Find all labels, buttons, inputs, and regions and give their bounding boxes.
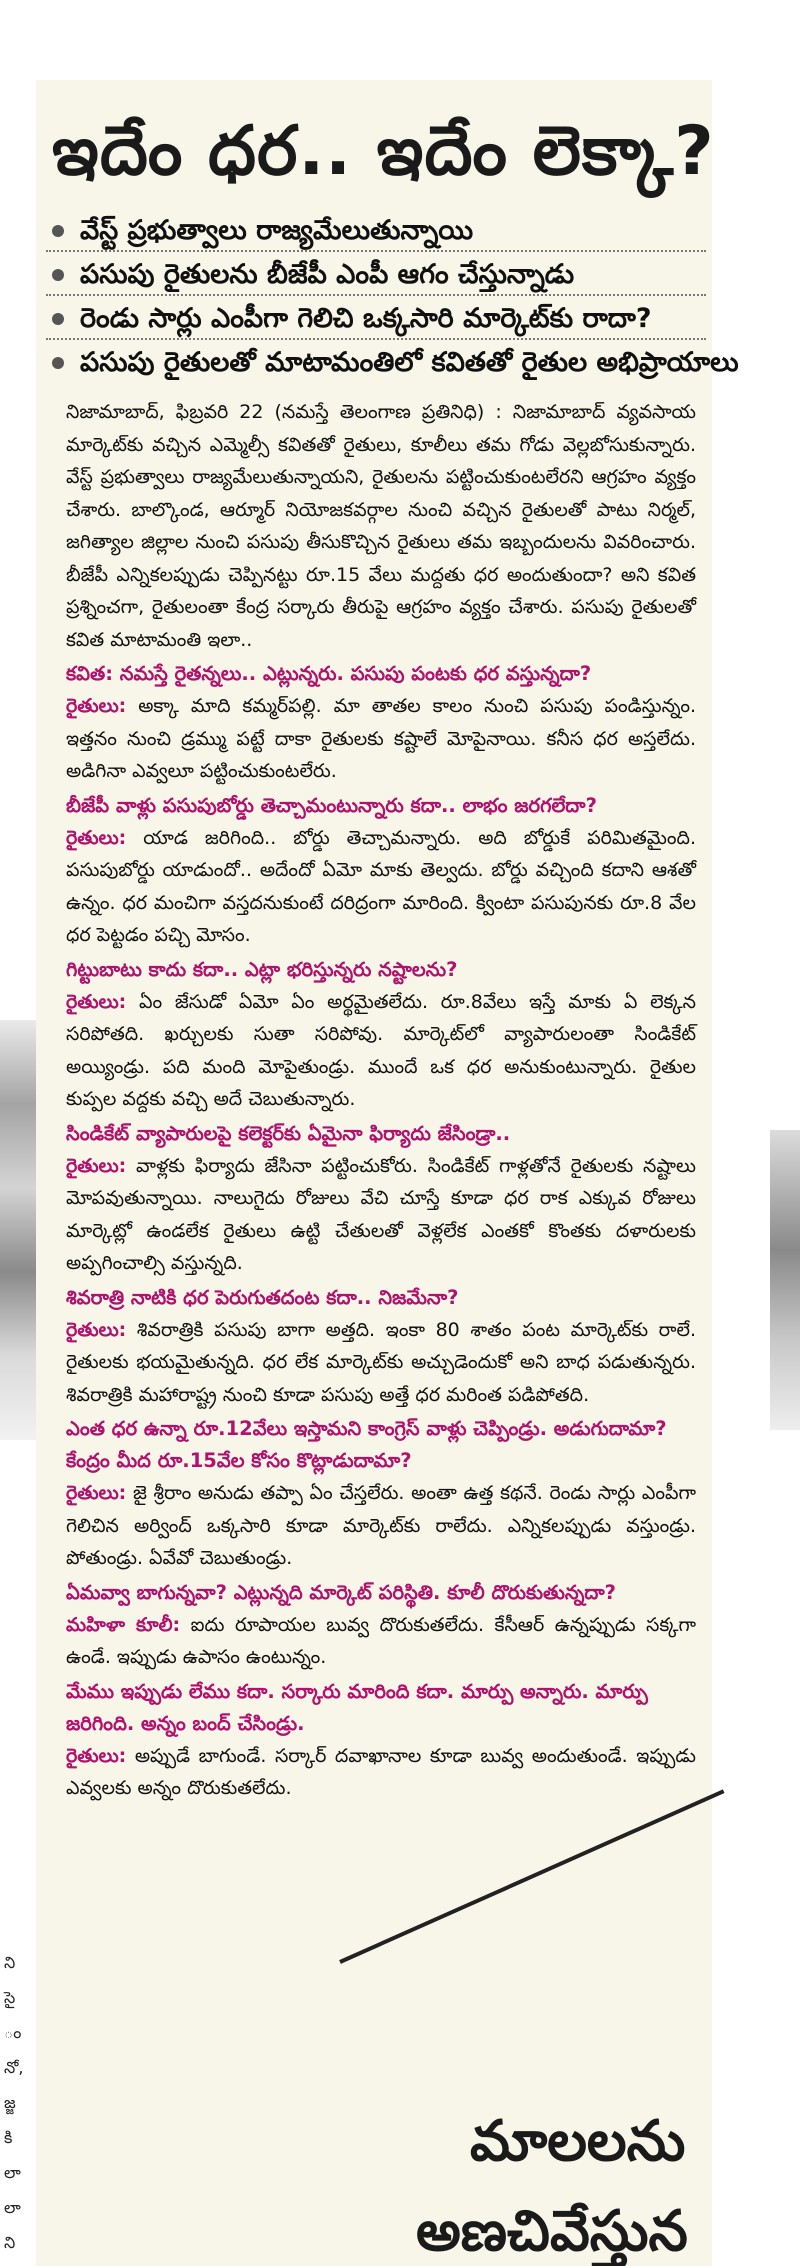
answer-text: యాడ జరిగింది.. బోర్డు తెచ్చామన్నారు. అది బోర్డుకే పరిమితమైంది. పసుపుబోర్డు యాడుందో.. అదేందో ఏమో మాకు తెల్వదు. బోర్డు వచ్చింది కదాని ఆశతో ఉన్నం. ధర మంచిగా వస్తదనుకుంటే దరిద్రంగా మారింది. క్వింటా పసుపునకు రూ.8 వేల ధర పెట్టడం పచ్చి మోసం. [66, 826, 696, 946]
speaker-label: మహిళా కూలీ: [66, 1613, 181, 1636]
question: మేము ఇప్పుడు లేము కదా. సర్కారు మారింది కదా. మార్పు అన్నారు. మార్పు జరిగింది. అన్నం బంద్ చేసిండ్రు. [66, 1679, 648, 1735]
answer [66, 1609, 696, 1674]
speaker-label: రైతులు: [66, 990, 127, 1013]
question: ఎంత ధర ఉన్నా రూ.12వేలు ఇస్తామని కాంగ్రెస్ వాళ్లు చెప్పిండ్రు. అడుగుదామా? కేంద్రం మీద రూ.15వేల కోసం కొట్లాడుదామా? [66, 1417, 667, 1472]
bullet-item: వేస్ట్ ప్రభుత్వాలు రాజ్యమేలుతున్నాయి [46, 212, 706, 252]
answer-text: అప్పుడే బాగుండే. సర్కార్ దవాఖానాల కూడా బువ్వ అందుతుండే. ఇప్పుడు ఎవ్వలకు అన్నం దొరుకుతలేదు. [66, 1744, 696, 1799]
bullet-icon [52, 225, 64, 237]
answer [66, 822, 696, 952]
margin-char: ని [4, 1953, 16, 1972]
right-photo-fragment [770, 1130, 800, 1430]
margin-char: సై [4, 1988, 16, 2007]
speaker-label: రైతులు: [66, 1482, 127, 1504]
margin-char: నో, [4, 2058, 24, 2077]
answer [66, 986, 696, 1116]
question: బీజేపీ వాళ్లు పసుపుబోర్డు తెచ్చామంటున్నారు కదా.. లాభం జరగలేదా? [66, 793, 597, 817]
answer-text: అక్కా మాది కమ్మర్‌పల్లి. మా తాతల కాలం నుంచి పసుపు పండిస్తున్నం. ఇత్తనం నుంచి డ్రమ్ము పట్టే దాకా రైతులకు కష్టాలే మోపైనాయి. కనీస ధర అస్తలేదు. అడిగినా ఎవ్వలూ పట్టించుకుంటలేరు. [66, 695, 696, 782]
subheadline-bullets [46, 212, 739, 386]
question: ఏమవ్వా బాగున్నవా? ఎట్లున్నది మార్కెట్ పరిస్థితి. కూలీ దొరుకుతున్నదా? [66, 1580, 616, 1604]
answer-text: ఐదు రూపాయల బువ్వ దొరుకుతలేదు. కేసీఆర్ ఉన్నప్పుడు సక్కగా ఉండే. ఇప్పుడు ఉపాసం ఉంటున్నం. [66, 1613, 696, 1668]
answer [66, 690, 696, 788]
answer-text: శివరాత్రికి పసుపు బాగా అత్తది. ఇంకా 80 శాతం పంట మార్కెట్‌కు రాలే. రైతులకు భయమైతున్నది. ధర లేక మార్కెట్‌కు అచ్చుడెందుకో అని బాధ పడుతున్నరు. శివరాత్రికి మహారాష్ట్ర నుంచి కూడా పసుపు అత్తే ధర మరింత పడిపోతది. [66, 1318, 696, 1406]
margin-char: ని [4, 2233, 16, 2252]
speaker-label: రైతులు: [66, 1154, 127, 1177]
margin-char: లా [4, 2198, 21, 2217]
headline: ఇదేం ధర.. ఇదేం లెక్కా? [52, 112, 715, 191]
speaker-label: రైతులు: [66, 1744, 127, 1767]
bullet-item: రెండు సార్లు ఎంపీగా గెలిచి ఒక్కసారి మార్కెట్‌కు రాదా? [46, 300, 706, 340]
answer [66, 1477, 696, 1575]
answer-text: ఏం జేసుడో ఏమో ఏం అర్థమైతలేదు. రూ.8వేలు ఇస్తే మాకు ఏ లెక్కన సరిపోతది. ఖర్చులకు సుతా సరిపోవు. మార్కెట్‌లో వ్యాపారులంతా సిండికేట్ అయ్యిండ్రు. పది మంది మోపైతుండ్రు. ముందే ఒక ధర అనుకుంటున్నారు. రైతుల కుప్పల వద్దకు వచ్చి అదే చెబుతున్నారు. [66, 990, 696, 1110]
left-margin [0, 0, 36, 2266]
adjacent-photo-fragment [0, 1020, 36, 1440]
answer [66, 1314, 696, 1412]
margin-char: ం [4, 2023, 22, 2042]
adjacent-column-text [4, 1945, 30, 2260]
speaker-label: రైతులు: [66, 695, 127, 717]
article-body [66, 396, 696, 1805]
margin-char: కి [4, 2128, 13, 2147]
intro-paragraph: నిజామాబాద్, ఫిబ్రవరి 22 (నమస్తే తెలంగాణ ప్రతినిధి) : నిజామాబాద్ వ్యవసాయ మార్కెట్‌కు వచ్చిన ఎమ్మెల్సీ కవితతో రైతులు, కూలీలు తమ గోడు వెల్లబోసుకున్నారు. వేస్ట్ ప్రభుత్వాలు రాజ్యమేలుతున్నాయని, రైతులను పట్టించుకుంటలేరని ఆగ్రహం వ్యక్తం చేశారు. బాల్కొండ, ఆర్మూర్ నియోజకవర్గాల నుంచి వచ్చిన రైతులతో పాటు నిర్మల్, జగిత్యాల జిల్లాల నుంచి పసుపు తీసుకొచ్చిన రైతులు తమ ఇబ్బందులను వివరించారు. బీజేపీ ఎన్నికలప్పుడు చెప్పినట్టు రూ.15 వేలు మద్దతు ధర అందుతుందా? అని కవిత ప్రశ్నించగా, రైతులంతా కేంద్ర సర్కారు తీరుపై ఆగ్రహం వ్యక్తం చేశారు. పసుపు రైతులతో కవిత మాటామంతి ఇలా.. [66, 401, 696, 651]
question: కవిత: నమస్తే రైతన్నలు.. ఎట్లున్నరు. పసుపు పంటకు ధర వస్తున్నదా? [66, 662, 592, 685]
answer-text: వాళ్లకు ఫిర్యాదు జేసినా పట్టించుకోరు. సిండికేట్ గాళ్లతోనే రైతులకు నష్టాలు మోపవుతున్నాయి. నాలుగైదు రోజులు వేచి చూస్తే కూడా ధర రాక ఎక్కువ రోజులు మార్కెట్లో ఉండలేక రైతులు ఉట్టి చేతులతో వెళ్లలేక ఎంతకో కొంతకు దళారులకు అప్పగించాల్సి వస్తున్నది. [66, 1154, 696, 1274]
answer-text: జై శ్రీరాం అనుడు తప్పా ఏం చేస్తలేరు. అంతా ఉత్త కథనే. రెండు సార్లు ఎంపీగా గెలిచిన అర్వింద్ ఒక్కసారి కూడా మార్కెట్‌కు రాలేదు. ఎన్నికలప్పుడు వస్తుండ్రు. పోతుండ్రు. ఏవేవో చెబుతుండ్రు. [66, 1482, 696, 1569]
question: గిట్టుబాటు కాదు కదా.. ఎట్లా భరిస్తున్నరు నష్టాలను? [66, 957, 458, 981]
bullet-icon [52, 269, 64, 281]
speaker-label: రైతులు: [66, 826, 127, 849]
next-article-headline-line2: అణచివేస్తున [416, 2200, 688, 2264]
answer [66, 1740, 696, 1805]
speaker-label: రైతులు: [66, 1318, 127, 1341]
interview-dialogue [66, 658, 696, 1805]
bullet-icon [52, 357, 64, 369]
margin-char: లా [4, 2163, 21, 2182]
bullet-item: పసుపు రైతులను బీజేపీ ఎంపీ ఆగం చేస్తున్నాడు [46, 256, 706, 296]
question: సిండికేట్ వ్యాపారులపై కలెక్టర్‌కు ఏమైనా ఫిర్యాదు జేసిండ్రా.. [66, 1121, 511, 1145]
question: శివరాత్రి నాటికి ధర పెరుగుతదంట కదా.. నిజమేనా? [66, 1285, 459, 1309]
bullet-icon [52, 313, 64, 325]
answer [66, 1150, 696, 1280]
next-article-headline: మాలలను [470, 2109, 686, 2174]
bullet-item: పసుపు రైతులతో మాటామంతిలో కవితతో రైతుల అభిప్రాయాలు [46, 344, 706, 382]
margin-char: జ్జ [4, 2093, 16, 2112]
